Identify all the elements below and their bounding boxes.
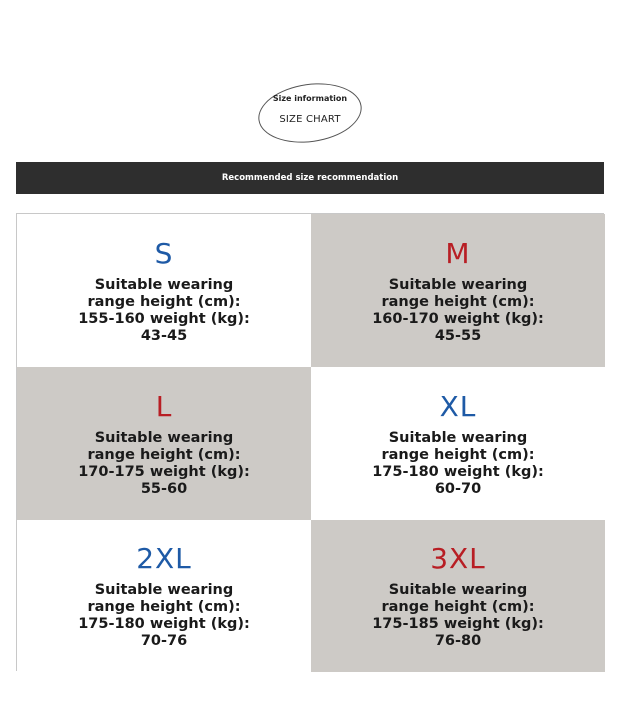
size-cell-xl bbox=[311, 367, 605, 520]
size-information-label: Size information bbox=[272, 94, 348, 103]
size-description-xl: Suitable wearing range height (cm): 175-180 weight (kg): 60-70 bbox=[372, 429, 544, 497]
size-cell-m bbox=[311, 214, 605, 367]
size-description-s: Suitable wearing range height (cm): 155-160 weight (kg): 43-45 bbox=[78, 276, 250, 344]
size-description-m: Suitable wearing range height (cm): 160-170 weight (kg): 45-55 bbox=[372, 276, 544, 344]
title-oval-decoration bbox=[254, 77, 365, 149]
size-label-2xl: 2XL bbox=[136, 542, 192, 575]
size-chart-header bbox=[0, 0, 620, 160]
size-cell-s bbox=[17, 214, 311, 367]
size-description-2xl: Suitable wearing range height (cm): 175-180 weight (kg): 70-76 bbox=[78, 582, 250, 649]
recommendation-banner-text: Recommended size recommendation bbox=[221, 173, 399, 183]
size-grid bbox=[16, 213, 604, 671]
size-label-3xl: 3XL bbox=[430, 542, 486, 575]
size-label-l: L bbox=[155, 389, 173, 423]
size-label-xl: XL bbox=[439, 389, 477, 423]
size-cell-3xl bbox=[311, 520, 605, 672]
size-cell-2xl bbox=[17, 520, 311, 672]
size-cell-l bbox=[17, 367, 311, 520]
size-chart-title: SIZE CHART bbox=[279, 114, 341, 125]
recommendation-banner bbox=[16, 162, 604, 194]
size-label-m: M bbox=[445, 236, 471, 270]
size-description-l: Suitable wearing range height (cm): 170-175 weight (kg): 55-60 bbox=[78, 429, 250, 497]
size-label-s: S bbox=[154, 236, 174, 270]
size-description-3xl: Suitable wearing range height (cm): 175-185 weight (kg): 76-80 bbox=[372, 582, 544, 649]
